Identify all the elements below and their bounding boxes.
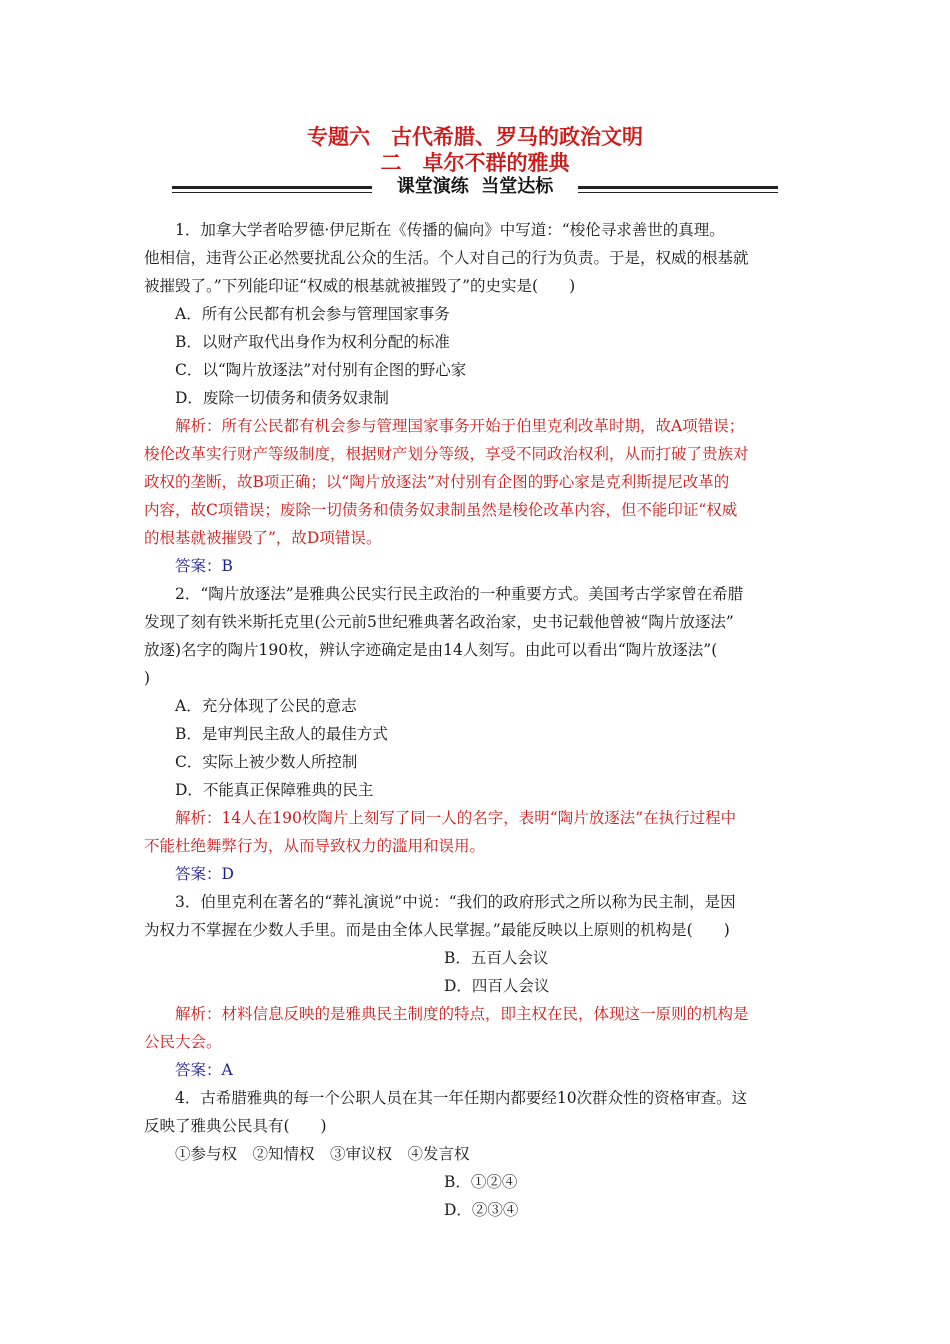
option-a: A．所有公民都有机会参与管理国家事务 xyxy=(175,305,450,323)
explanation: 公民大会。 xyxy=(144,1033,222,1051)
section-banner xyxy=(172,174,778,200)
answer: 答案：D xyxy=(175,865,234,883)
option-a: A．充分体现了公民的意志 xyxy=(175,697,357,715)
banner-text: 课堂演练 当堂达标 xyxy=(396,176,554,197)
answer: 答案：B xyxy=(175,557,233,575)
explanation: 不能杜绝舞弊行为，从而导致权力的滥用和误用。 xyxy=(144,837,486,855)
document-subtitle: 二 卓尔不群的雅典 xyxy=(380,151,570,175)
option-row xyxy=(144,1196,808,1224)
option-d: D．②③④ xyxy=(444,1201,519,1219)
option-row xyxy=(144,972,808,1000)
question-1 xyxy=(144,216,808,580)
statement-items: ①参与权 ②知情权 ③审议权 ④发言权 xyxy=(175,1145,470,1163)
answer: 答案：A xyxy=(175,1061,233,1079)
question-stem: 他相信，违背公正必然要扰乱公众的生活。个人对自己的行为负责。于是，权威的根基就 xyxy=(144,249,749,267)
question-stem: 2．“陶片放逐法”是雅典公民实行民主政治的一种重要方式。美国考古学家曾在希腊 xyxy=(175,585,744,603)
question-stem: 3．伯里克利在著名的“葬礼演说”中说：“我们的政府形式之所以称为民主制，是因 xyxy=(175,893,736,911)
question-2 xyxy=(144,580,808,888)
explanation: 解析：所有公民都有机会参与管理国家事务开始于伯里克利改革时期，故A项错误； xyxy=(175,417,745,435)
explanation: 的根基就被摧毁了”，故D项错误。 xyxy=(144,529,382,547)
question-stem: 4．古希腊雅典的每一个公职人员在其一年任期内都要经10次群众性的资格审查。这 xyxy=(175,1089,748,1107)
option-b: B．以财产取代出身作为权利分配的标准 xyxy=(175,333,450,351)
explanation: 政权的垄断，故B项正确；以“陶片放逐法”对付别有企图的野心家是克利斯提尼改革的 xyxy=(144,473,730,491)
option-c: C．以“陶片放逐法”对付别有企图的野心家 xyxy=(175,361,467,379)
option-b: B．是审判民主敌人的最佳方式 xyxy=(175,725,388,743)
question-stem: 反映了雅典公民具有( ) xyxy=(144,1117,327,1135)
option-d: D．废除一切债务和债务奴隶制 xyxy=(175,389,389,407)
option-row xyxy=(144,944,808,972)
document-title: 专题六 古代希腊、罗马的政治文明 xyxy=(307,125,643,149)
explanation: 内容，故C项错误；废除一切债务和债务奴隶制虽然是梭伦改革内容，但不能印证“权威 xyxy=(144,501,738,519)
question-stem: 被摧毁了。”下列能印证“权威的根基就被摧毁了”的史实是( ) xyxy=(144,277,576,295)
question-stem: ) xyxy=(144,669,151,687)
question-4 xyxy=(144,1084,808,1224)
option-d: D．四百人会议 xyxy=(444,977,550,995)
question-3 xyxy=(144,888,808,1084)
option-c: C．实际上被少数人所控制 xyxy=(175,753,358,771)
banner-rule-right xyxy=(578,186,778,189)
option-row xyxy=(144,1168,808,1196)
option-b: B．①②④ xyxy=(444,1173,518,1191)
question-stem: 放逐)名字的陶片190枚，辨认字迹确定是由14人刻写。由此可以看出“陶片放逐法”( xyxy=(144,641,718,659)
explanation: 解析：材料信息反映的是雅典民主制度的特点，即主权在民，体现这一原则的机构是 xyxy=(175,1005,749,1023)
explanation: 梭伦改革实行财产等级制度，根据财产划分等级，享受不同政治权利，从而打破了贵族对 xyxy=(144,445,749,463)
banner-rule-left xyxy=(172,186,372,189)
question-stem: 发现了刻有铁米斯托克里(公元前5世纪雅典著名政治家，史书记载他曾被“陶片放逐法” xyxy=(144,613,734,631)
question-stem: 为权力不掌握在少数人手里。而是由全体人民掌握。”最能反映以上原则的机构是( ) xyxy=(144,921,730,939)
option-b: B．五百人会议 xyxy=(444,949,549,967)
question-list xyxy=(144,216,808,1224)
question-stem: 1．加拿大学者哈罗德·伊尼斯在《传播的偏向》中写道：“梭伦寻求善世的真理。 xyxy=(175,221,725,239)
explanation: 解析：14人在190枚陶片上刻写了同一人的名字，表明“陶片放逐法”在执行过程中 xyxy=(175,809,737,827)
option-d: D．不能真正保障雅典的民主 xyxy=(175,781,374,799)
